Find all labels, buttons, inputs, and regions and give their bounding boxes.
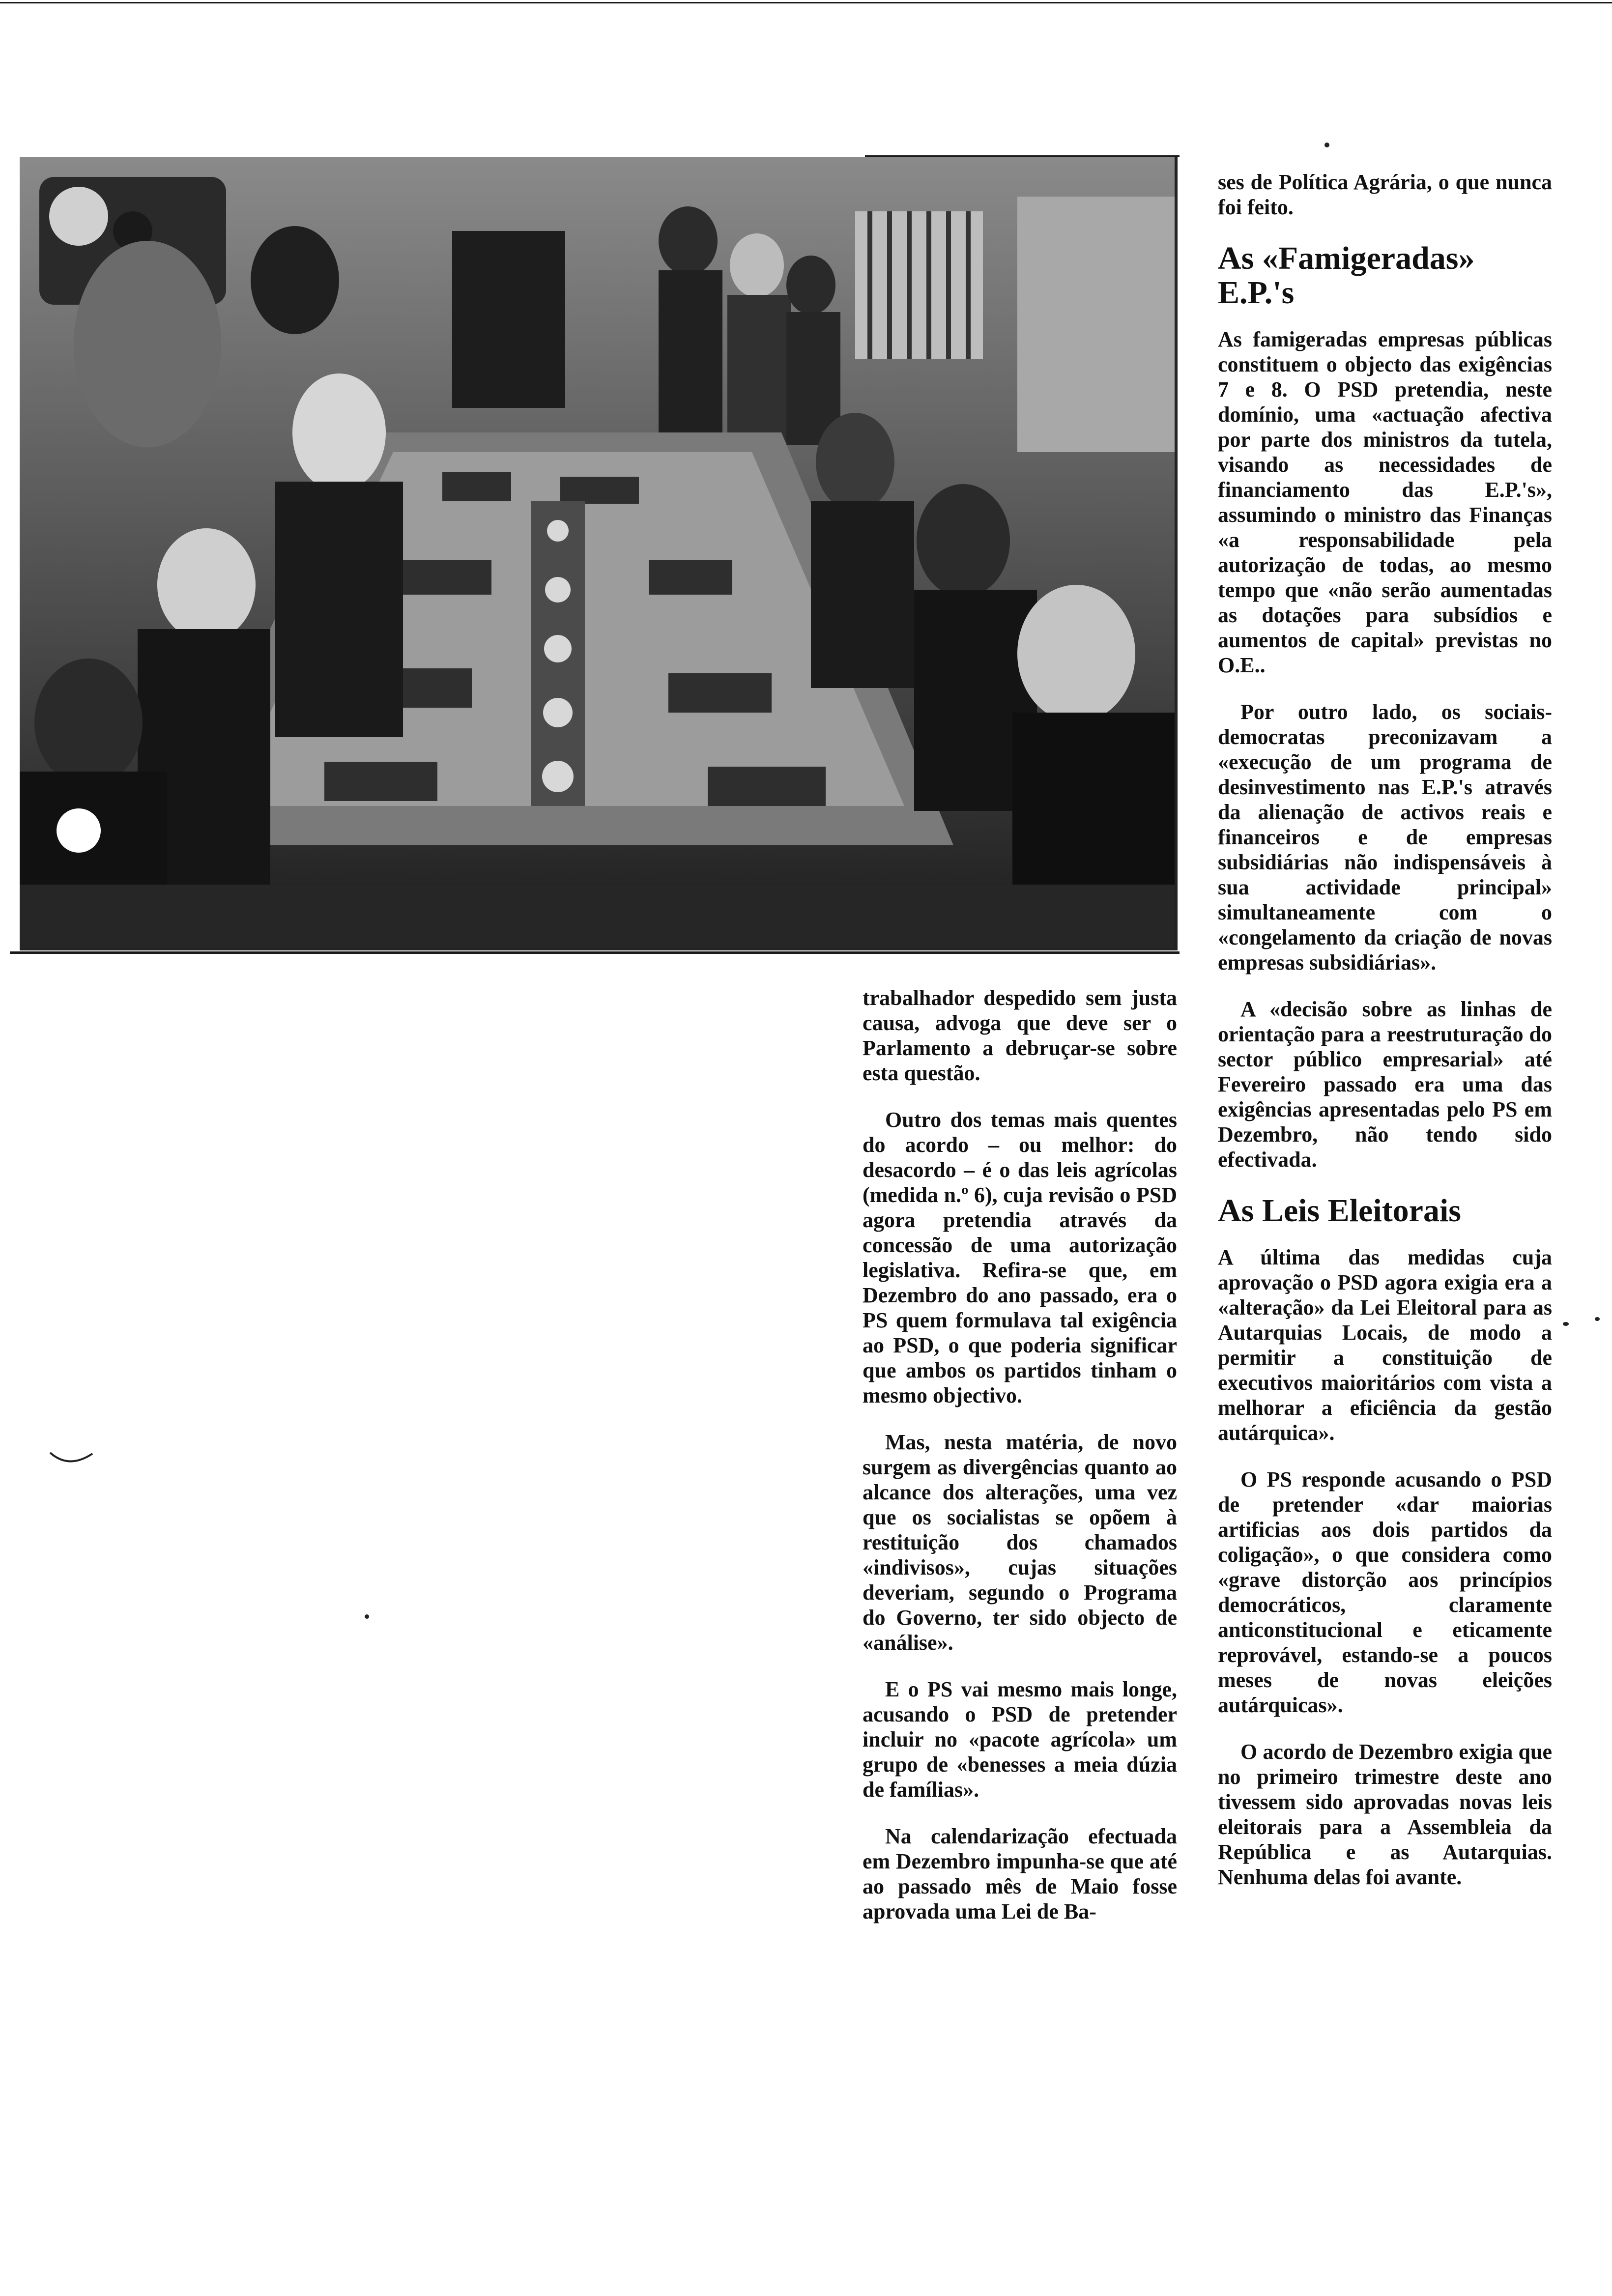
photo-image <box>20 157 1175 948</box>
scan-speck <box>1324 143 1329 147</box>
section1-paragraph-1: As famigeradas empresas públicas constituem o objecto das exigências 7 e 8. O PSD pretendia, neste domínio, uma «actuação afectiva por parte dos ministros da tutela, visando as necessidades de financiamento das E.P.'s», assumindo o ministro das Finanças «a responsabilidade pela autorização de todas, ao mesmo tempo que «não serão aumentadas as dotações para subsídios e aumentos de capital» previstas no O.E.. <box>1218 327 1552 677</box>
section1-paragraph-3: A «decisão sobre as linhas de orientação para a reestruturação do sector público empresarial» até Fevereiro passado era uma das exigências apresentadas pelo PS em Dezembro, não tendo sido efectivada. <box>1218 997 1552 1172</box>
left-paragraph-1: trabalhador despedido sem justa causa, advoga que deve ser o Parlamento a debruçar-se sobre esta questão. <box>863 986 1177 1085</box>
section2-paragraph-2: O PS responde acusando o PSD de pretender «dar maiorias artificias aos dois partidos da coligação», o que considera como «grave distorção aos princípios democráticos, claramente anticonstitucional e eticamente reprovável, estando-se a poucos meses de novas eleições autárquicas». <box>1218 1467 1552 1717</box>
news-photo <box>20 157 1178 950</box>
scan-speck <box>1563 1322 1569 1326</box>
left-paragraph-3: Mas, nesta matéria, de novo surgem as divergências quanto ao alcance dos alterações, uma vez que os socialistas se opõem à restituição dos chamados «indivisos», cujas situações deveriam, segundo o Programa do Governo, ter sido objecto de «análise». <box>863 1430 1177 1655</box>
heading-famigeradas: As «Famigeradas» E.P.'s <box>1218 240 1475 311</box>
scan-speck <box>1595 1317 1600 1321</box>
left-paragraph-4: E o PS vai mesmo mais longe, acusando o PSD de pretender incluir no «pacote agrícola» um grupo de «benesses a meia dúzia de famílias». <box>863 1677 1177 1802</box>
scan-mark <box>49 1450 93 1469</box>
right-intro: ses de Política Agrária, o que nunca foi feito. <box>1218 170 1552 219</box>
left-column <box>863 985 1177 1946</box>
scan-speck <box>365 1614 369 1619</box>
left-paragraph-5: Na calendarização efectuada em Dezembro impunha-se que até ao passado mês de Maio fosse aprovada uma Lei de Ba- <box>863 1824 1177 1923</box>
right-column <box>1218 170 1552 1911</box>
top-scan-line <box>0 2 1612 3</box>
section2-paragraph-1: A última das medidas cuja aprovação o PSD agora exigia era a «alteração» da Lei Eleitoral para as Autarquias Locais, de modo a permitir a constituição de executivos maioritários com vista a melhorar a eficiência da gestão autárquica». <box>1218 1245 1552 1445</box>
photo-bottom-rule <box>10 951 1180 954</box>
section1-paragraph-2: Por outro lado, os sociais-democratas preconizavam a «execução de um programa de desinvestimento nas E.P.'s através da alienação de activos reais e financeiros e de empresas subsidiárias não indispensáveis à sua actividade principal» simultaneamente com o «congelamento da criação de novas empresas subsidiárias». <box>1218 700 1552 975</box>
heading-leis-eleitorais: As Leis Eleitorais <box>1218 1193 1461 1229</box>
section2-paragraph-3: O acordo de Dezembro exigia que no primeiro trimestre deste ano tivessem sido aprovadas novas leis eleitorais para a Assembleia da República e as Autarquias. Nenhuma delas foi avante. <box>1218 1740 1552 1889</box>
left-paragraph-2: Outro dos temas mais quentes do acordo – ou melhor: do desacordo – é o das leis agrícolas (medida n.º 6), cuja revisão o PSD agora pretendia através da concessão de uma autorização legislativa. Refira-se que, em Dezembro do ano passado, era o PS quem formulava tal exigência ao PSD, o que poderia significar que ambos os partidos tinham o mesmo objectivo. <box>863 1108 1177 1407</box>
